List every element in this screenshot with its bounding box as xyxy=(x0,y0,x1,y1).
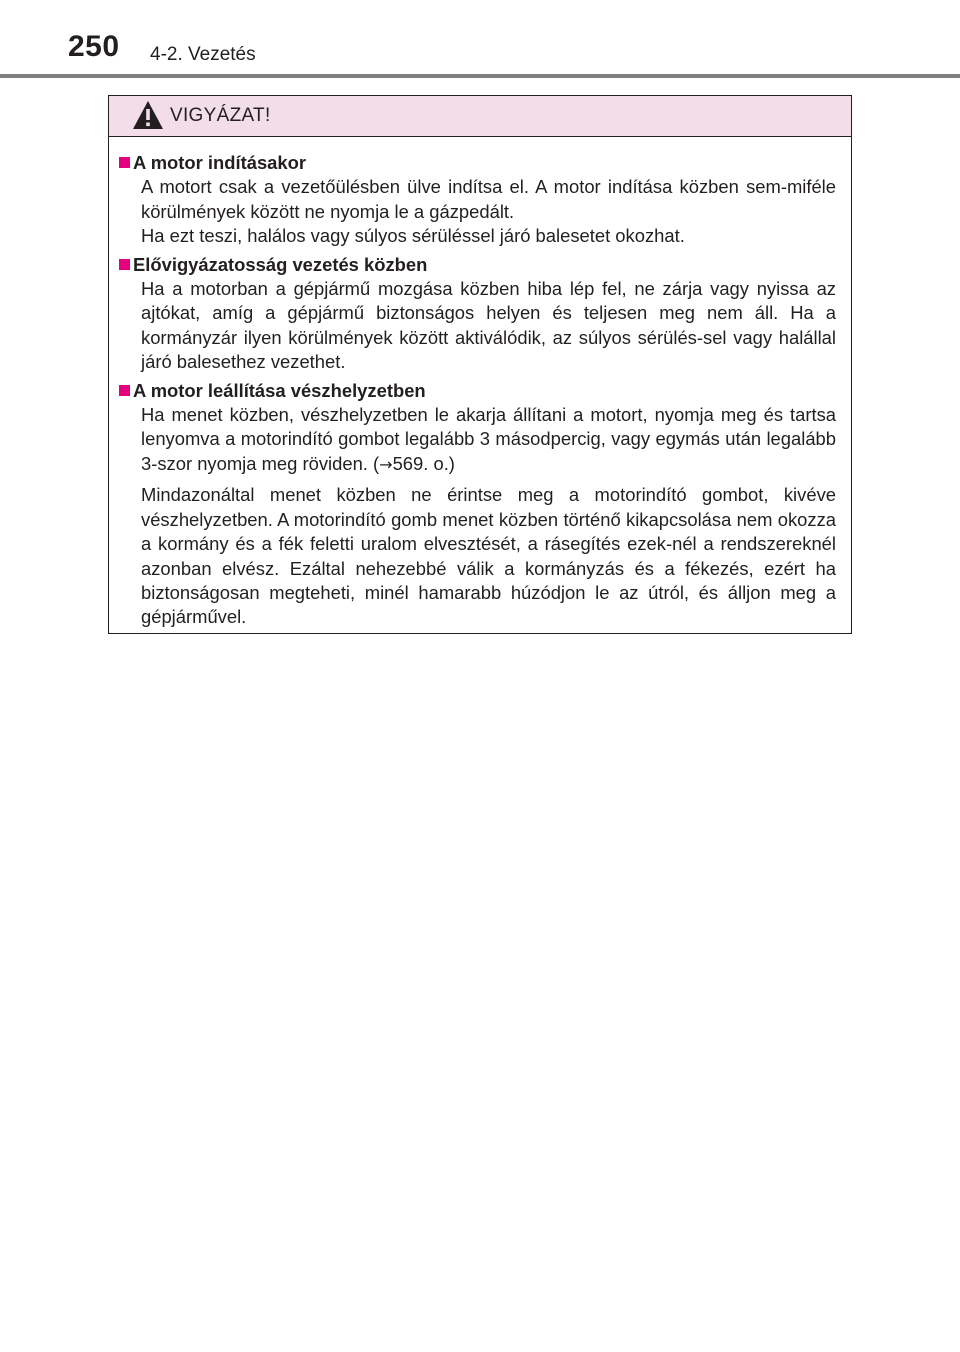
item-heading-text: A motor leállítása vészhelyzetben xyxy=(133,379,426,401)
section-title: 4-2. Vezetés xyxy=(150,44,256,65)
item-heading xyxy=(119,379,836,403)
item-paragraph: Ha ezt teszi, halálos vagy súlyos sérüléssel járó balesetet okozhat. xyxy=(141,225,685,247)
square-bullet-icon xyxy=(119,259,130,270)
page-reference-arrow-icon: → xyxy=(379,454,393,474)
warning-item-engine-start xyxy=(119,151,836,249)
item-paragraph: A motort csak a vezetőülésben ülve indítsa el. A motor indítása közben sem-miféle körülmények között ne nyomja le a gázpedált. xyxy=(141,176,836,222)
warning-triangle-icon xyxy=(131,99,165,131)
header-rule xyxy=(0,74,960,78)
warning-item-emergency-stop xyxy=(119,379,836,630)
page-number: 250 xyxy=(68,30,120,63)
item-paragraph-text: Ha menet közben, vészhelyzetben le akarja állítani a motort, nyomja meg és tartsa lenyomva a motorindító gombot legalább 3 másodpercig, vagy egymás után legalább 3-szor nyomja meg röviden. ( xyxy=(141,404,836,474)
item-heading-text: A motor indításakor xyxy=(133,152,307,173)
item-heading-text: Elővigyázatosság vezetés közben xyxy=(133,253,428,275)
warning-header xyxy=(109,96,851,137)
warning-body xyxy=(109,137,851,630)
warning-title: VIGYÁZAT! xyxy=(170,105,271,126)
page-reference[interactable]: 569. o.) xyxy=(392,452,455,474)
item-paragraph: Mindazonáltal menet közben ne érintse meg a motorindító gombot, kivéve vészhelyzetben. A motorindító gomb menet közben történő kikapcsolása nem okozza a kormány és a fék feletti uralom elvesztését, a rásegítés ezek-nél a rendszereknél azonban elvész. Ezáltal nehezebbé válik a kormányzás és a fékezés, ezért ha biztonságosan megteheti, minél hamarabb húzódjon le az útról, és álljon meg a gépjárművel. xyxy=(141,484,836,628)
page-header xyxy=(0,0,960,80)
item-paragraph xyxy=(119,403,836,477)
square-bullet-icon xyxy=(119,385,130,396)
item-heading xyxy=(119,253,836,277)
item-paragraph: Ha a motorban a gépjármű mozgása közben hiba lép fel, ne zárja vagy nyissa az ajtókat, amíg a gépjármű biztonságos helyen és teljesen meg nem áll. Ha a kormányzár ilyen körülmények között aktiválódik, az súlyos sérülés-sel vagy halállal járó balesethez vezethet. xyxy=(141,278,836,373)
warning-box xyxy=(108,95,852,634)
square-bullet-icon xyxy=(119,157,130,168)
item-heading xyxy=(119,151,836,175)
warning-item-driving-precaution xyxy=(119,253,836,375)
